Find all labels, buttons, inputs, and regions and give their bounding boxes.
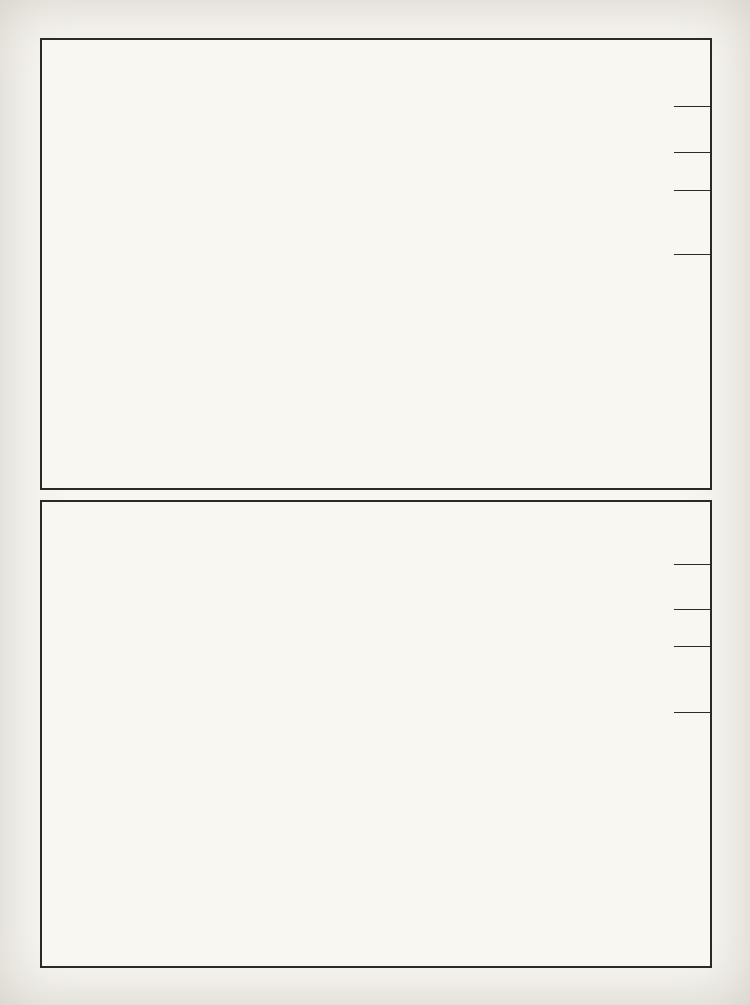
header-name bbox=[674, 40, 710, 106]
header-name bbox=[674, 502, 710, 564]
roster-table-bottom bbox=[40, 500, 712, 968]
header-column bbox=[674, 40, 710, 488]
header-age bbox=[674, 609, 710, 646]
header-byname bbox=[674, 564, 710, 609]
roster-table-top bbox=[40, 38, 712, 490]
header-byname bbox=[674, 106, 710, 152]
header-address bbox=[674, 254, 710, 488]
header-address bbox=[674, 712, 710, 966]
header-origin bbox=[674, 190, 710, 254]
header-age bbox=[674, 152, 710, 190]
header-origin bbox=[674, 646, 710, 712]
header-column bbox=[674, 502, 710, 966]
